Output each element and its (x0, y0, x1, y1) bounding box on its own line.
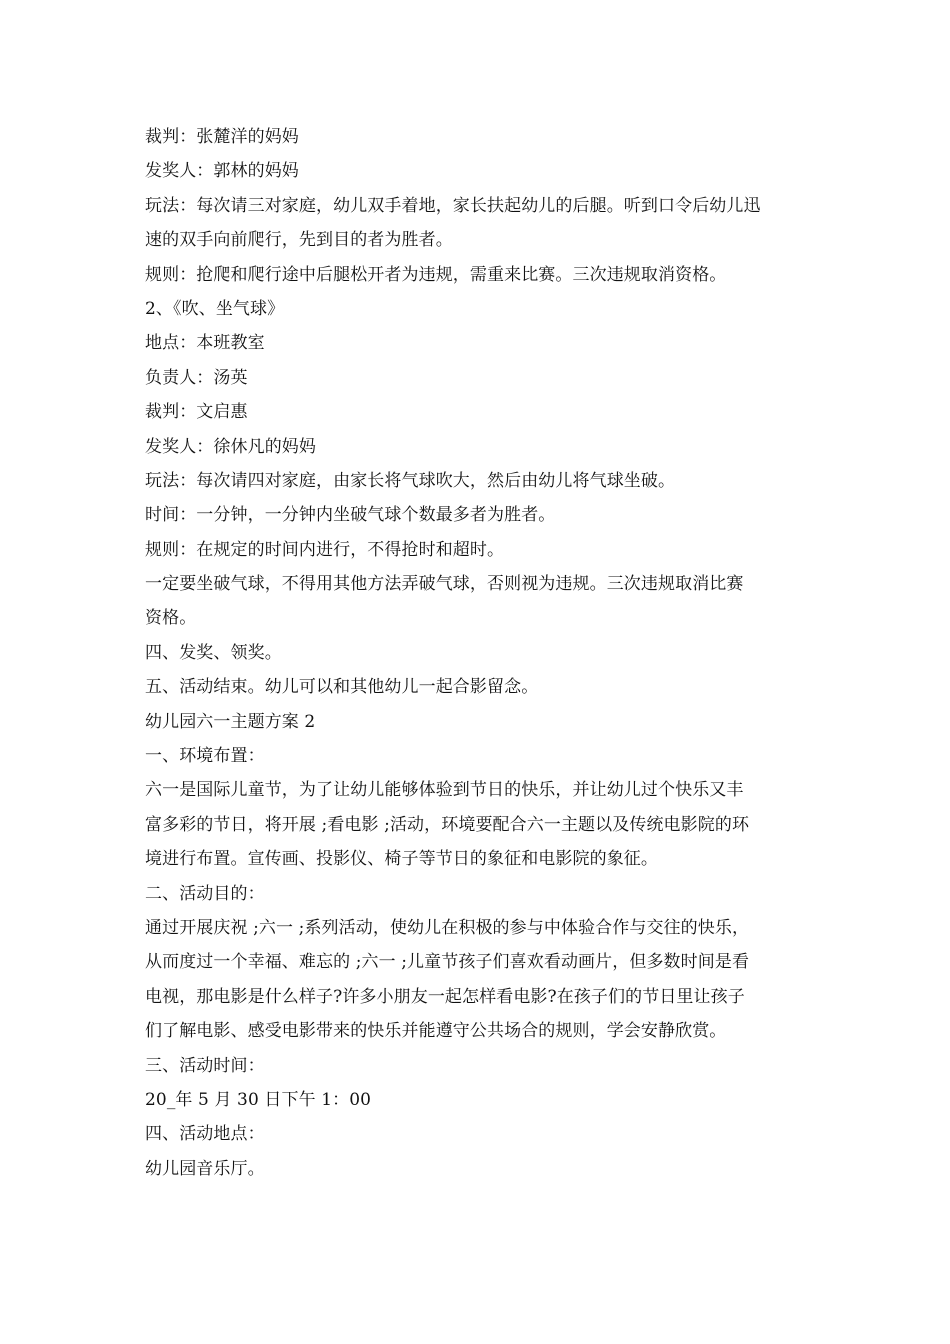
text-line: 六一是国际儿童节，为了让幼儿能够体验到节日的快乐，并让幼儿过个快乐又丰 (145, 780, 744, 801)
text-line: 发奖人：郭林的妈妈 (145, 161, 299, 182)
text-line: 速的双手向前爬行，先到目的者为胜者。 (145, 230, 453, 251)
text-line: 负责人：汤英 (145, 367, 248, 388)
document-title: 幼儿园六一主题方案 2 (145, 711, 316, 732)
text-line: 裁判：张麓洋的妈妈 (145, 127, 299, 147)
text-line: 一定要坐破气球，不得用其他方法弄破气球，否则视为违规。三次违规取消比赛 (145, 574, 744, 595)
section-heading: 四、活动地点： (145, 1124, 265, 1145)
text-line: 玩法：每次请四对家庭，由家长将气球吹大，然后由幼儿将气球坐破。 (145, 470, 676, 491)
section-heading: 2、《吹、坐气球》 (145, 298, 285, 319)
document-body (145, 120, 810, 1186)
section-heading: 四、发奖、领奖。 (145, 642, 282, 663)
text-line: 玩法：每次请三对家庭，幼儿双手着地，家长扶起幼儿的后腿。听到口令后幼儿迅 (145, 195, 761, 216)
text-line: 规则：抢爬和爬行途中后腿松开者为违规，需重来比赛。三次违规取消资格。 (145, 264, 727, 285)
text-line: 们了解电影、感受电影带来的快乐并能遵守公共场合的规则，学会安静欣赏。 (145, 1021, 727, 1042)
section-heading: 三、活动时间： (145, 1055, 265, 1076)
text-line: 资格。 (145, 608, 197, 629)
text-line: 时间：一分钟，一分钟内坐破气球个数最多者为胜者。 (145, 505, 556, 526)
text-line: 富多彩的节日，将开展 ;看电影 ;活动，环境要配合六一主题以及传统电影院的环 (145, 814, 750, 835)
text-line: 发奖人：徐休凡的妈妈 (145, 436, 316, 457)
text-line: 幼儿园音乐厅。 (145, 1158, 265, 1179)
text-line: 地点：本班教室 (145, 333, 265, 354)
section-heading: 一、环境布置： (145, 746, 265, 767)
text-line: 裁判：文启惠 (145, 402, 248, 423)
text-line: 电视，那电影是什么样子?许多小朋友一起怎样看电影?在孩子们的节日里让孩子 (145, 986, 745, 1007)
text-line: 20_年 5 月 30 日下午 1：00 (145, 1089, 372, 1110)
section-heading: 五、活动结束。幼儿可以和其他幼儿一起合影留念。 (145, 677, 539, 698)
text-line: 境进行布置。宣传画、投影仪、椅子等节日的象征和电影院的象征。 (145, 849, 658, 870)
text-line: 通过开展庆祝 ;六一 ;系列活动，使幼儿在积极的参与中体验合作与交往的快乐， (145, 917, 750, 938)
text-line: 规则：在规定的时间内进行，不得抢时和超时。 (145, 539, 505, 560)
section-heading: 二、活动目的： (145, 883, 265, 904)
text-line: 从而度过一个幸福、难忘的 ;六一 ;儿童节孩子们喜欢看动画片，但多数时间是看 (145, 952, 750, 973)
